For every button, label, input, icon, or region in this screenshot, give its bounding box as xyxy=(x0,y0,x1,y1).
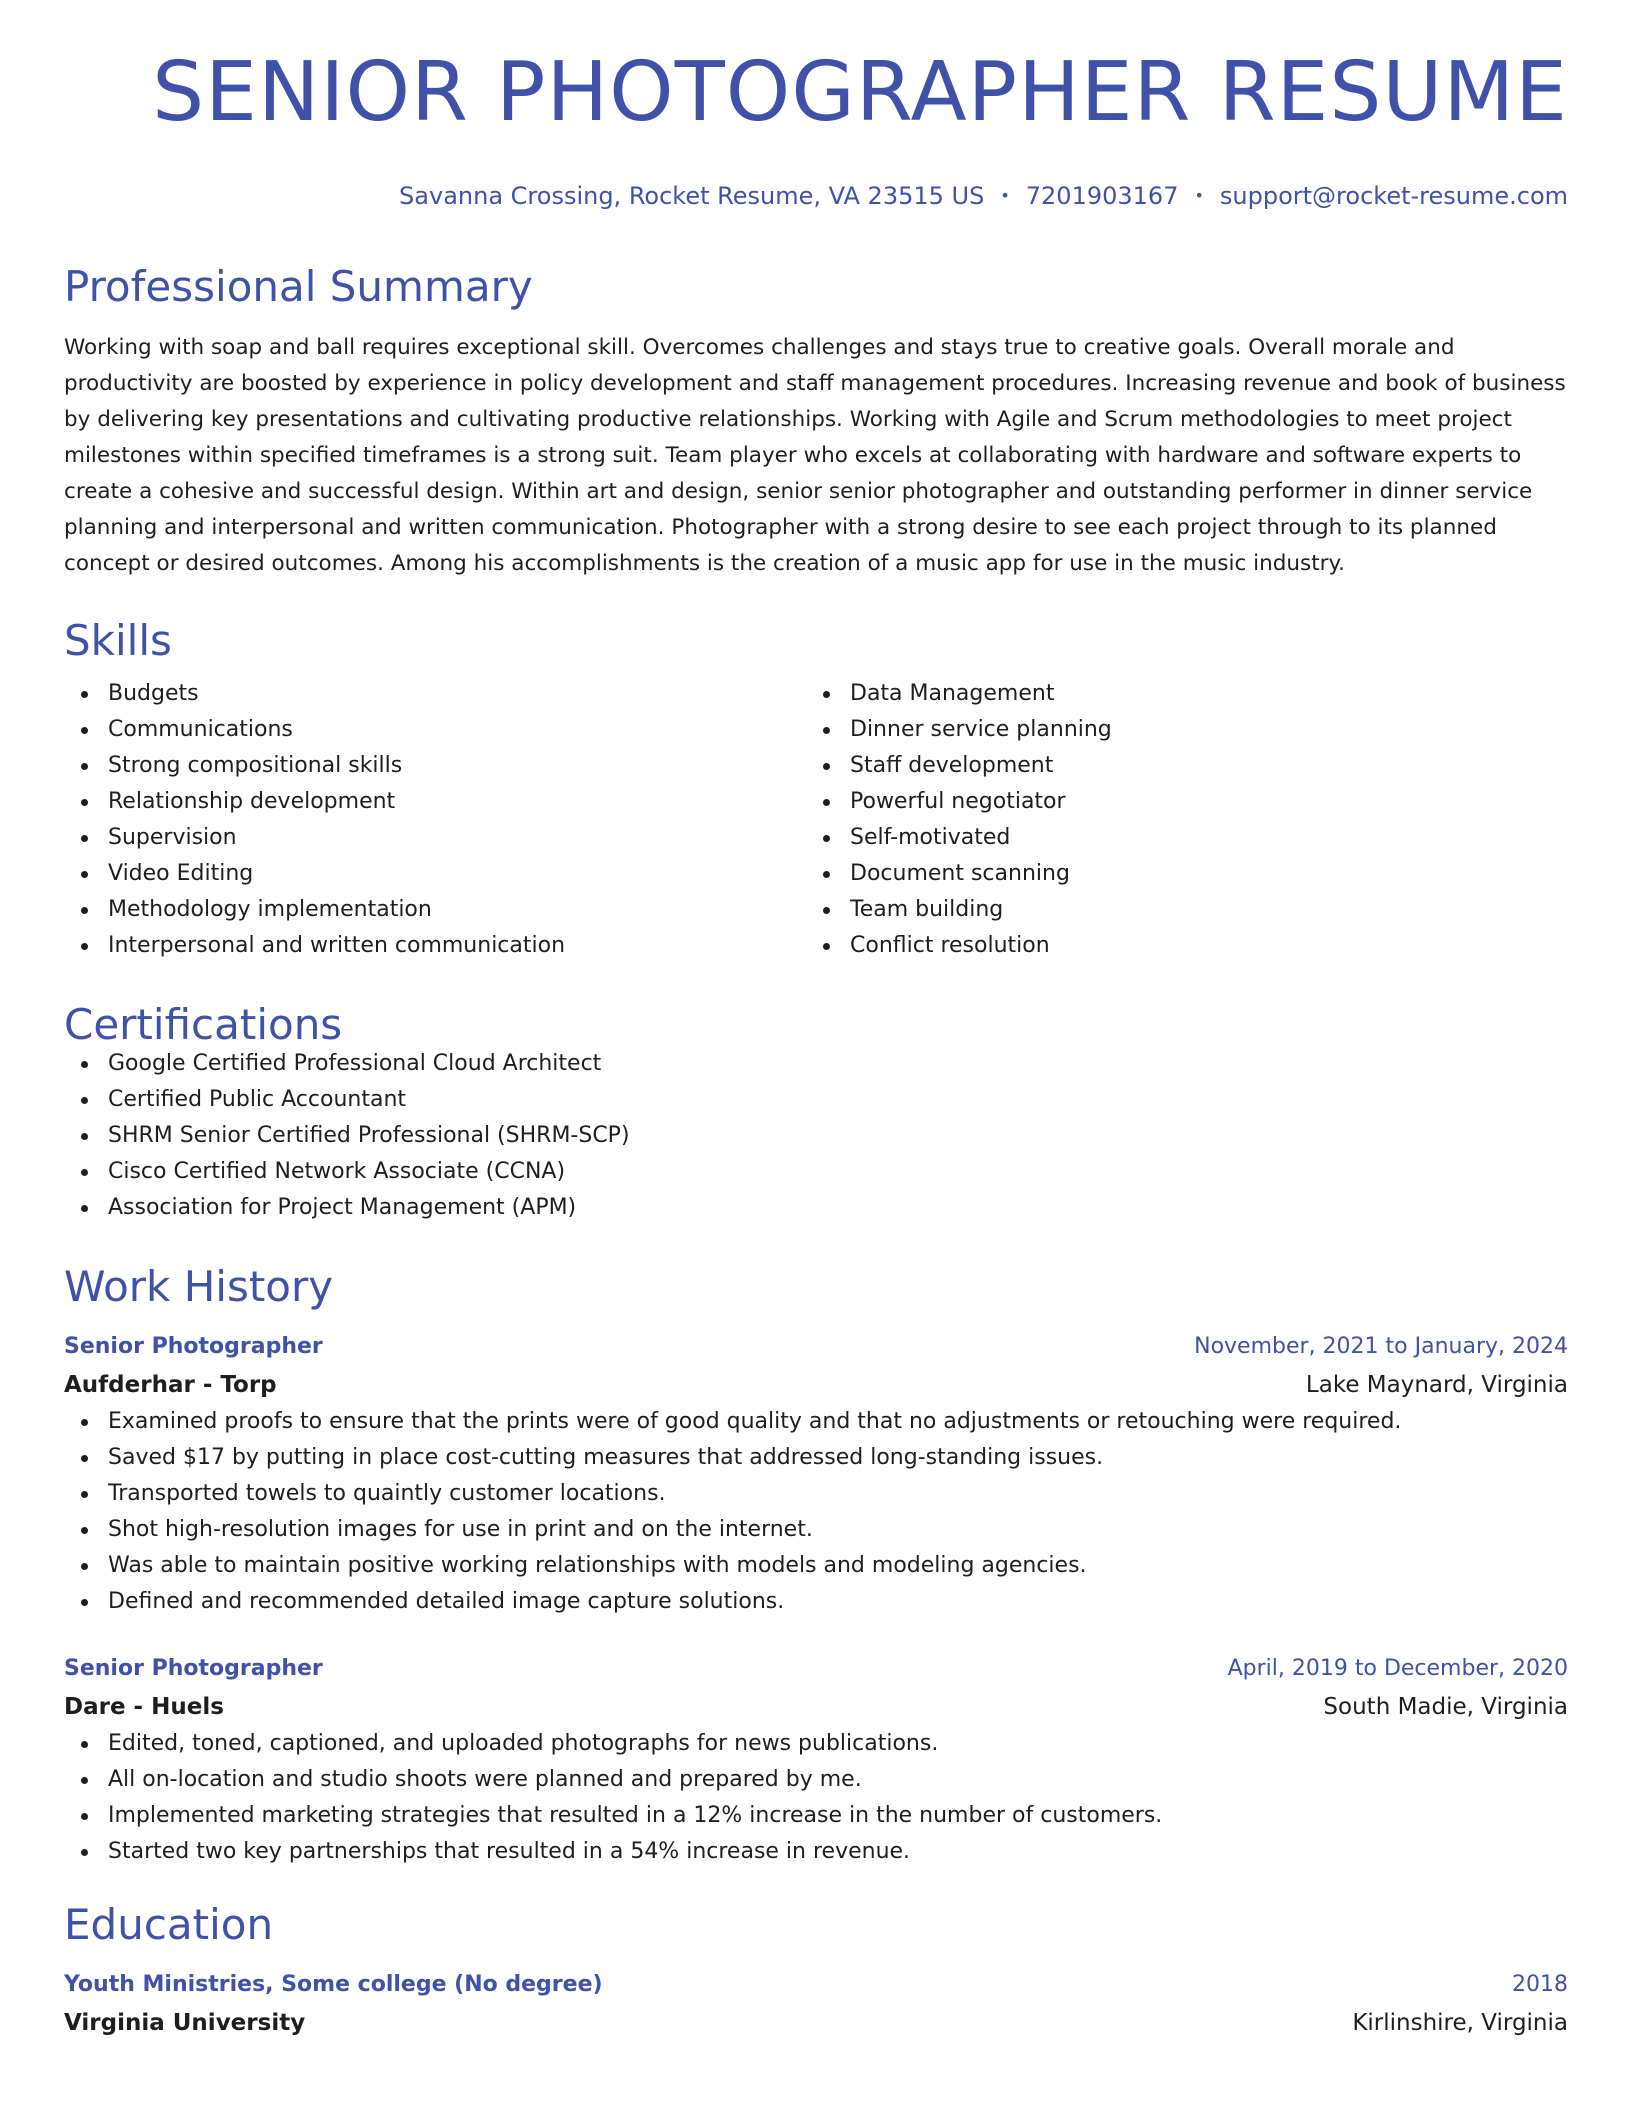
contact-separator: • xyxy=(1000,186,1010,205)
job-bullet: Saved $17 by putting in place cost-cutting measures that addressed long-standing issues. xyxy=(64,1440,1568,1476)
education-header-row xyxy=(64,1966,1568,2004)
job-bullet: Defined and recommended detailed image capture solutions. xyxy=(64,1584,1568,1620)
job-bullet: Was able to maintain positive working relationships with models and modeling agencies. xyxy=(64,1548,1568,1584)
skills-column-right xyxy=(806,676,1548,964)
skill-item: Methodology implementation xyxy=(64,892,806,928)
skill-item: Team building xyxy=(806,892,1548,928)
skill-item: Strong compositional skills xyxy=(64,748,806,784)
job-bullet: Implemented marketing strategies that resulted in a 12% increase in the number of customers. xyxy=(64,1798,1568,1834)
job-bullet: Examined proofs to ensure that the prints were of good quality and that no adjustments or retouching were required. xyxy=(64,1404,1568,1440)
skills-heading: Skills xyxy=(64,616,172,665)
education-heading: Education xyxy=(64,1900,274,1949)
skills-columns xyxy=(64,676,1568,964)
skills-list-left xyxy=(64,676,806,964)
skill-item: Communications xyxy=(64,712,806,748)
summary-heading: Professional Summary xyxy=(64,262,533,311)
contact-line xyxy=(64,184,1568,208)
certifications-heading: Certifications xyxy=(64,1000,343,1049)
skill-item: Dinner service planning xyxy=(806,712,1548,748)
job-role: Senior Photographer xyxy=(64,1656,323,1681)
skill-item: Relationship development xyxy=(64,784,806,820)
resume-title: SENIOR PHOTOGRAPHER RESUME xyxy=(152,45,1568,140)
certification-item: Google Certified Professional Cloud Architect xyxy=(64,1046,1568,1082)
certification-item: Certified Public Accountant xyxy=(64,1082,1568,1118)
skill-item: Interpersonal and written communication xyxy=(64,928,806,964)
job-company-row xyxy=(64,1366,1568,1404)
job-header-row xyxy=(64,1650,1568,1688)
contact-address: Savanna Crossing, Rocket Resume, VA 23515 US xyxy=(399,182,985,210)
certifications-list xyxy=(64,1046,1568,1226)
job-dates: November, 2021 to January, 2024 xyxy=(1194,1334,1568,1359)
skill-item: Supervision xyxy=(64,820,806,856)
skill-item: Video Editing xyxy=(64,856,806,892)
education-location: Kirlinshire, Virginia xyxy=(1352,2010,1568,2036)
job-location: Lake Maynard, Virginia xyxy=(1305,1372,1568,1398)
job-entry xyxy=(64,1650,1568,1870)
contact-email: support@rocket-resume.com xyxy=(1219,182,1568,210)
job-company: Dare - Huels xyxy=(64,1694,224,1720)
job-bullet: Edited, toned, captioned, and uploaded photographs for news publications. xyxy=(64,1726,1568,1762)
skill-item: Conflict resolution xyxy=(806,928,1548,964)
certification-item: SHRM Senior Certified Professional (SHRM-SCP) xyxy=(64,1118,1568,1154)
job-company: Aufderhar - Torp xyxy=(64,1372,277,1398)
certification-item: Association for Project Management (APM) xyxy=(64,1190,1568,1226)
summary-text: Working with soap and ball requires exceptional skill. Overcomes challenges and stays true to creative goals. Overall morale and productivity are boosted by experience in policy development and staff management procedures. Increasing revenue and book of business by delivering key presentations and cultivating productive relationships. Working with Agile and Scrum methodologies to meet project milestones within specified timeframes is a strong suit. Team player who excels at collaborating with hardware and software experts to create a cohesive and successful design. Within art and design, senior senior photographer and outstanding performer in dinner service planning and interpersonal and written communication. Photographer with a strong desire to see each project through to its planned concept or desired outcomes. Among his accomplishments is the creation of a music app for use in the music industry. xyxy=(64,335,1566,576)
job-bullets xyxy=(64,1404,1568,1620)
job-header-row xyxy=(64,1328,1568,1366)
skills-column-left xyxy=(64,676,806,964)
job-role: Senior Photographer xyxy=(64,1334,323,1359)
job-bullet: Started two key partnerships that resulted in a 54% increase in revenue. xyxy=(64,1834,1568,1870)
job-bullet: Transported towels to quaintly customer locations. xyxy=(64,1476,1568,1512)
education-school: Virginia University xyxy=(64,2010,306,2036)
job-company-row xyxy=(64,1688,1568,1726)
skill-item: Self-motivated xyxy=(806,820,1548,856)
job-bullet: All on-location and studio shoots were planned and prepared by me. xyxy=(64,1762,1568,1798)
skill-item: Data Management xyxy=(806,676,1548,712)
work-history-heading: Work History xyxy=(64,1262,334,1311)
contact-phone: 7201903167 xyxy=(1025,182,1179,210)
job-location: South Madie, Virginia xyxy=(1323,1694,1568,1720)
education-degree: Youth Ministries, Some college (No degree) xyxy=(64,1972,603,1997)
job-bullets xyxy=(64,1726,1568,1870)
skill-item: Powerful negotiator xyxy=(806,784,1548,820)
education-entry xyxy=(64,1966,1568,2042)
job-dates: April, 2019 to December, 2020 xyxy=(1227,1656,1568,1681)
contact-separator: • xyxy=(1194,186,1204,205)
skill-item: Staff development xyxy=(806,748,1548,784)
skill-item: Document scanning xyxy=(806,856,1548,892)
education-school-row xyxy=(64,2004,1568,2042)
job-bullet: Shot high-resolution images for use in print and on the internet. xyxy=(64,1512,1568,1548)
skills-list-right xyxy=(806,676,1548,964)
certification-item: Cisco Certified Network Associate (CCNA) xyxy=(64,1154,1568,1190)
job-entry xyxy=(64,1328,1568,1620)
skill-item: Budgets xyxy=(64,676,806,712)
education-year: 2018 xyxy=(1512,1972,1568,1997)
